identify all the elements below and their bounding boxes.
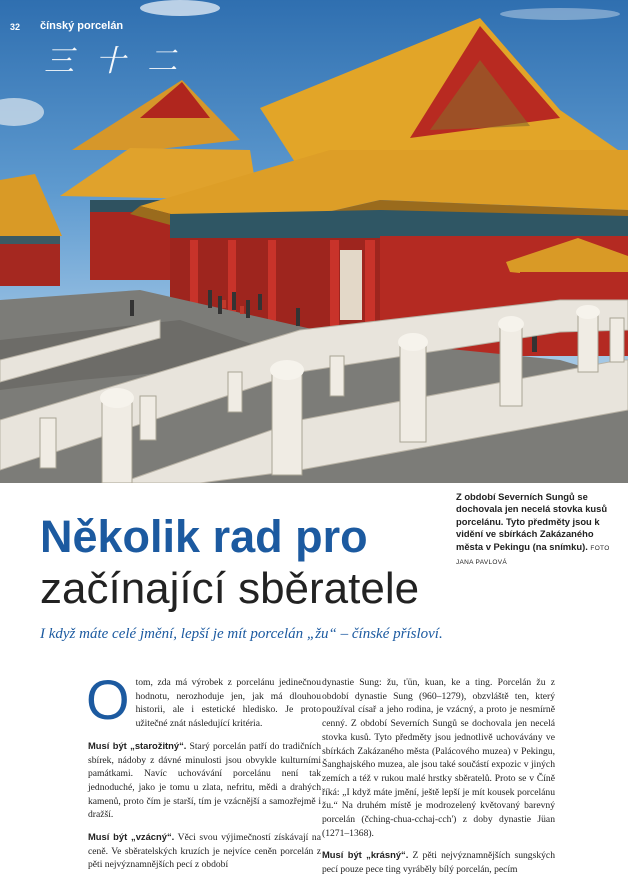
article-title-line2: začínající sběratele <box>40 564 420 613</box>
text-antique: Starý porcelán patří do tradičních sbírek, nádoby z dávné minulosti jsou obvykle kulturními památkami. Navíc uchovávání porcelánu není tak jednoduché, jako je tomu u zlata, nefritu, mědi a drahých kamenů, proto čím je starší, tím je vzácnější a samozřejmě i dražší. <box>88 740 321 821</box>
article-title-line1: Několik rad pro <box>40 511 368 562</box>
paragraph-sung <box>322 676 555 840</box>
body-column-right <box>322 676 555 885</box>
photo-caption <box>456 491 616 569</box>
lead-beautiful: Musí být „krásný“. <box>322 849 409 861</box>
lead-rare: Musí být „vzácný“. <box>88 831 175 843</box>
page-number: 32 <box>10 22 21 32</box>
drop-cap: O <box>86 668 130 731</box>
article-subtitle: I když máte celé jmění, lepší je mít porcelán „žu“ – čínské přísloví. <box>40 626 443 642</box>
calligraphy-mark: 三 十 二 <box>44 44 184 79</box>
paragraph-beautiful <box>322 848 555 876</box>
text-rare: Věci svou výjimečností získávají na ceně. Ve sběratelských kruzích je nejvíce ceněn porcelán z pěti nejvýznamnějších pecí z období <box>88 832 321 871</box>
section-title: čínský porcelán <box>40 20 124 32</box>
intro-paragraph <box>86 668 321 731</box>
text-beautiful: Z pěti nejvýznamnějších sungských pecí pouze pece ting vyráběly bílý porcelán, pecím <box>322 850 555 876</box>
body-column-left <box>86 668 321 880</box>
paragraph-rare <box>88 830 321 872</box>
text-sung: dynastie Sung: žu, ťün, kuan, ke a ting. Porcelán žu z období dynastie Sung (960–1279), obzvláště ten, který používal císař a jeho rodina, je vzácný, a proto je nesmírně cenný. Z období Severních Sungů se dochovala jen necelá stovka kusů. Tyto předměty jsou jednotlivě uchovávány ve sbírkách Zakázaného města (Palácového muzea) v Pekingu, Šanghajského muzea, ale jsou také součástí expozic v jiných zemích a též v rukou malé hrstky sběratelů. Proto se v Číně říká: „I když máte jmění, ještě lepší je mít kousek porcelánu žu.“ Na druhém místě je modrozelený květovaný barevný porcelán (čching-chua-cchaj-cch') z doby dynastie Jüan (1271–1368). <box>322 677 555 839</box>
caption-text: Z období Severních Sungů se dochovala jen necelá stovka kusů porcelánu. Tyto předměty jsou k vidění ve sbírkách Zakázaného města v Pekingu (na snímku). <box>456 491 608 552</box>
intro-text: tom, zda má výrobek z porcelánu jedinečnou hodnotu, nerozhoduje jen, jak má dlouhou historii, ale i estetické hledisko. Je proto užitečné znát následující kritéria. <box>135 677 321 730</box>
photo-credit: FOTO JANA PAVLOVÁ <box>456 544 610 567</box>
paragraph-antique <box>88 739 321 822</box>
lead-antique: Musí být „starožitný“. <box>88 739 187 751</box>
